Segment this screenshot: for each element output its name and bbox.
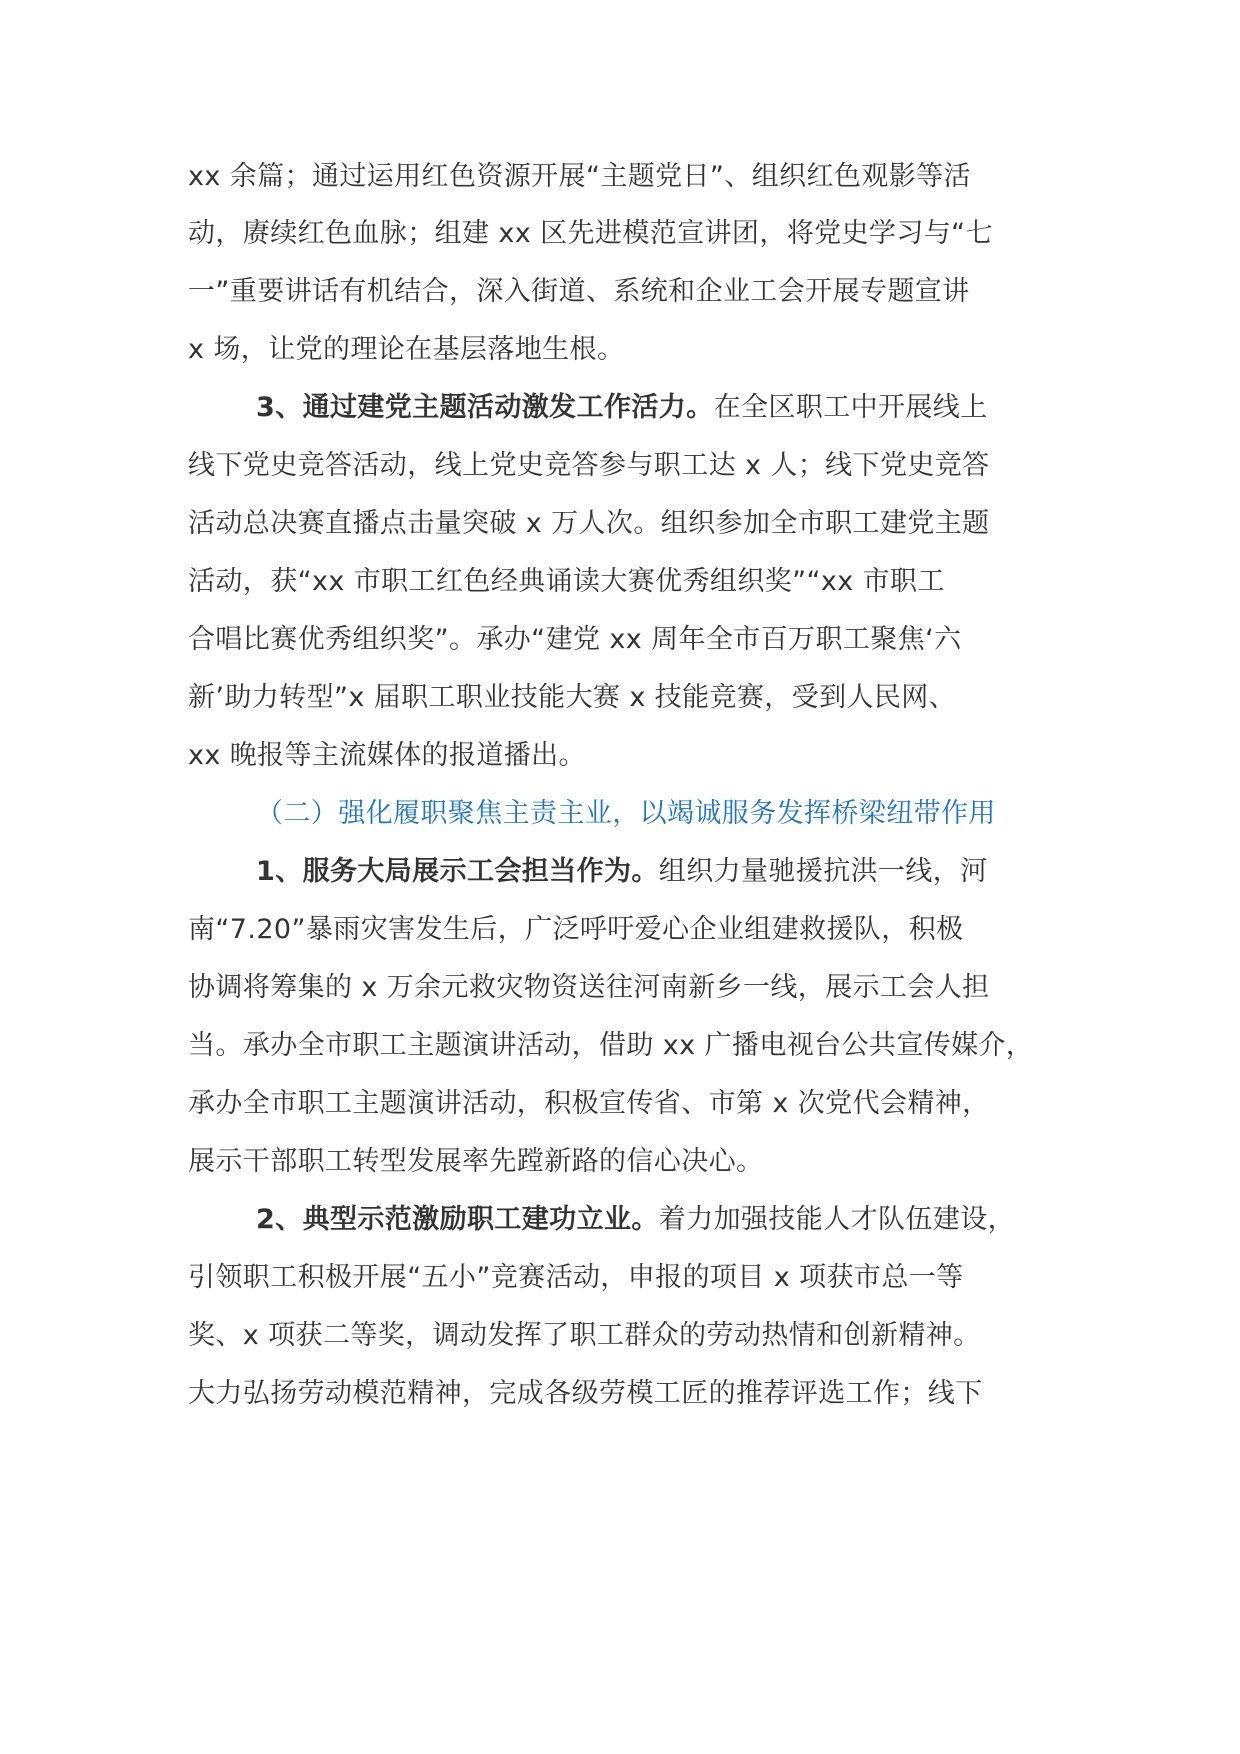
paragraph-line: 引领职工积极开展“五小”竞赛活动，申报的项目 x 项获市总一等 <box>188 1262 964 1293</box>
paragraph-line: 大力弘扬劳动模范精神，完成各级劳模工匠的推荐评选工作；线下 <box>188 1378 983 1409</box>
paragraph-line: 动，赓续红色血脉；组建 xx 区先进模范宣讲团，将党史学习与“七 <box>188 218 993 249</box>
paragraph-line: 活动总决赛直播点击量突破 x 万人次。组织参加全市职工建党主题 <box>188 508 990 539</box>
paragraph-line: 1、服务大局展示工会担当作为。组织力量驰援抗洪一线，河 <box>256 856 988 887</box>
paragraph-line: 协调将筹集的 x 万余元救灾物资送往河南新乡一线，展示工会人担 <box>188 972 990 1003</box>
paragraph-line: 奖、x 项获二等奖，调动发挥了职工群众的劳动热情和创新精神。 <box>188 1320 981 1351</box>
paragraph-line: xx 晚报等主流媒体的报道播出。 <box>188 740 586 771</box>
paragraph-line: 线下党史竞答活动，线上党史竞答参与职工达 x 人；线下党史竞答 <box>188 450 990 481</box>
paragraph-line: 2、典型示范激励职工建功立业。着力加强技能人才队伍建设， <box>256 1204 1015 1235</box>
paragraph-line: 展示干部职工转型发展率先蹚新路的信心决心。 <box>188 1146 764 1177</box>
paragraph-line: x 场，让党的理论在基层落地生根。 <box>188 334 625 365</box>
item-title: 2、典型示范激励职工建功立业。 <box>256 1204 659 1235</box>
paragraph-line: 新’助力转型”x 届职工职业技能大赛 x 技能竞赛，受到人民网、 <box>188 682 957 713</box>
paragraph-line: 活动，获“xx 市职工红色经典诵读大赛优秀组织奖”“xx 市职工 <box>188 566 945 597</box>
section-heading: （二）强化履职聚焦主责主业，以竭诚服务发挥桥梁纽带作用 <box>256 798 996 829</box>
paragraph-line: 一”重要讲话有机结合，深入街道、系统和企业工会开展专题宣讲 <box>188 276 970 307</box>
paragraph-line: 当。承办全市职工主题演讲活动，借助 xx 广播电视台公共宣传媒介， <box>188 1030 1034 1061</box>
paragraph-line: 3、通过建党主题活动激发工作活力。在全区职工中开展线上 <box>256 392 988 423</box>
paragraph-line: xx 余篇；通过运用红色资源开展“主题党日”、组织红色观影等活 <box>188 161 971 192</box>
paragraph-line: 南“7.20”暴雨灾害发生后，广泛呼吁爱心企业组建救援队，积极 <box>188 914 964 945</box>
item-title: 1、服务大局展示工会担当作为。 <box>256 856 659 887</box>
item-title: 3、通过建党主题活动激发工作活力。 <box>256 392 714 423</box>
paragraph-line: 合唱比赛优秀组织奖”。承办“建党 xx 周年全市百万职工聚焦‘六 <box>188 624 962 655</box>
paragraph-line: 承办全市职工主题演讲活动，积极宣传省、市第 x 次党代会精神， <box>188 1088 990 1119</box>
